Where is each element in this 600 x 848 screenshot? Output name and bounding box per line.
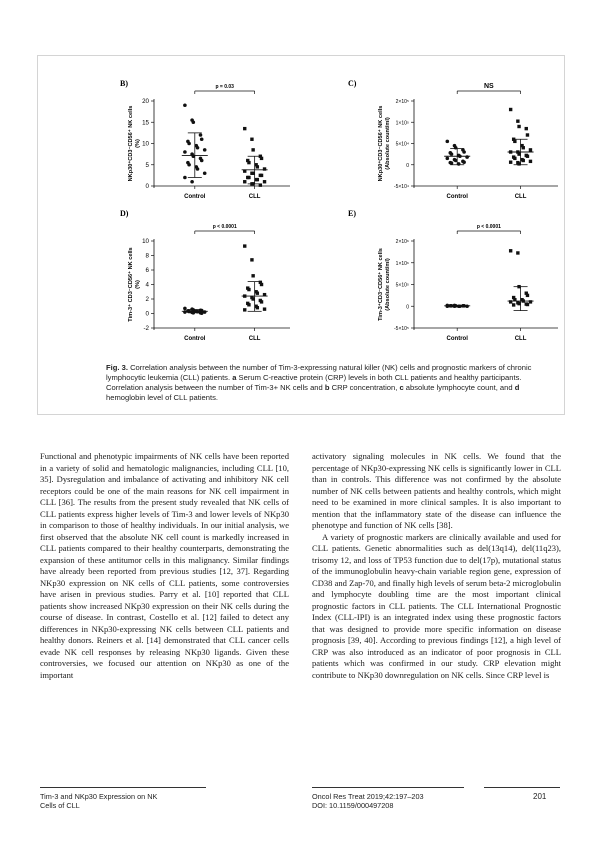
body-column-left	[40, 451, 289, 681]
category-label: Control	[184, 336, 206, 342]
data-point	[522, 146, 525, 149]
data-point	[199, 133, 203, 137]
data-point	[200, 159, 204, 163]
data-point	[516, 251, 519, 254]
data-point	[450, 161, 454, 165]
y-tick-label: -2	[143, 325, 149, 332]
y-tick-label: 0	[145, 183, 149, 190]
panel-letter: C)	[348, 79, 357, 88]
y-tick-label: 0	[145, 310, 149, 318]
data-point	[509, 249, 512, 252]
data-point	[250, 138, 253, 141]
data-point	[183, 307, 187, 311]
data-point	[516, 119, 519, 122]
data-point	[509, 108, 512, 111]
caption-ref-c: c	[399, 383, 404, 392]
footer-rule-left	[40, 787, 206, 788]
p-value-label: p = 0.03	[215, 84, 234, 90]
data-point	[522, 159, 525, 162]
data-point	[200, 137, 204, 141]
y-tick-label: 1×10⁶	[395, 260, 409, 267]
data-point	[450, 152, 454, 156]
y-tick-label: 0	[406, 304, 409, 311]
y-tick-label: -5×10⁵	[394, 326, 409, 332]
data-point	[525, 127, 528, 130]
body-column-right	[312, 451, 561, 681]
y-tick-label: 1×10⁵	[395, 120, 409, 127]
body-paragraph: activatory signaling molecules in NK cells. We found that the percentage of NKp30-expressing NK cells is significantly lower in CLL than in controls. This difference was not confirmed by the absolute number of NK cells between patients and healthy controls, which might need to be examined in more clinical samples. It is also important to mention that the inflammatory state of the disease can influence the phenotype and function of NK cells [38].	[312, 451, 561, 530]
data-point	[529, 148, 532, 151]
footer-journal: Oncol Res Treat 2019;42:197–203	[312, 792, 424, 801]
y-tick-label: 4	[145, 281, 149, 289]
y-axis-label: (Absolute count/ml)	[385, 258, 391, 311]
page-number: 201	[533, 792, 547, 801]
data-point	[183, 150, 187, 154]
data-point	[517, 125, 520, 128]
category-label: Control	[446, 336, 468, 342]
caption-ref-a: a	[232, 373, 237, 382]
data-point	[183, 310, 187, 314]
y-tick-label: 10	[142, 140, 149, 148]
category-label: Control	[446, 194, 468, 200]
y-tick-label: 20	[142, 98, 149, 105]
data-point	[260, 157, 263, 160]
y-axis-label: (Absolute count/ml)	[385, 117, 391, 170]
y-axis-label: NKp30⁺CD3⁻CD56⁺ NK cells	[378, 105, 384, 182]
p-value-label: p < 0.0001	[476, 224, 501, 230]
data-point	[192, 120, 196, 124]
data-point	[526, 133, 529, 136]
footer-title-line: Tim-3 and NKp30 Expression on NK	[40, 792, 158, 801]
data-point	[526, 155, 529, 158]
data-point	[247, 288, 250, 291]
figure-3	[37, 55, 565, 415]
caption-text: absolute lymphocyte count, and	[403, 383, 515, 392]
data-point	[446, 140, 450, 144]
data-point	[203, 148, 207, 152]
caption-ref-d: d	[514, 383, 520, 392]
category-label: Control	[184, 194, 206, 200]
category-label: CLL	[248, 336, 261, 342]
panel-letter: D)	[120, 209, 129, 218]
caption-label: Fig. 3.	[106, 363, 128, 372]
p-value-label: p < 0.0001	[212, 224, 237, 230]
data-point	[446, 157, 450, 161]
data-point	[256, 306, 259, 309]
data-point	[260, 300, 263, 303]
data-point	[247, 176, 250, 179]
data-point	[513, 157, 516, 160]
data-point	[187, 163, 191, 167]
data-point	[196, 167, 200, 171]
data-point	[196, 146, 200, 150]
data-point	[526, 294, 529, 297]
y-tick-label: 10	[142, 238, 149, 245]
data-point	[187, 142, 191, 146]
y-tick-label: 5×10⁵	[395, 282, 409, 289]
category-label: CLL	[514, 194, 527, 200]
data-point	[260, 283, 263, 286]
data-point	[247, 303, 250, 306]
data-point	[250, 258, 253, 261]
category-label: CLL	[248, 194, 261, 200]
data-point	[183, 103, 187, 107]
data-point	[243, 180, 246, 183]
data-point	[243, 308, 246, 311]
data-point	[512, 303, 515, 306]
footer-running-title	[40, 792, 157, 810]
y-tick-label: 6	[145, 267, 149, 274]
data-point	[509, 161, 512, 164]
figure-caption	[106, 363, 558, 403]
y-tick-label: -5×10⁴	[393, 184, 409, 190]
footer-rule-right	[484, 787, 560, 788]
data-point	[513, 140, 516, 143]
data-point	[256, 292, 259, 295]
data-point	[183, 176, 187, 180]
data-point	[251, 274, 254, 277]
data-point	[263, 307, 266, 310]
y-tick-label: 15	[142, 119, 149, 127]
data-point	[526, 303, 529, 306]
y-tick-label: 2×10⁵	[395, 99, 409, 105]
footer-rule-middle	[312, 787, 464, 788]
body-paragraph: Functional and phenotypic impairments of NK cells have been reported in a variety of solid and hematologic malignancies, including CLL [10, 35]. Dysregulation and imbalance of activating and inhibitory NK cell receptors could be one of the main reasons for NK cell impairment in CLL [36]. The results from the present study revealed that NK cells of CLL patients express higher levels of Tim-3 and lower levels of NKp30 in comparison to those of healthy individuals. In our initial analysis, we first observed that the absolute NK cell count is markedly increased in CLL patients compared to their healthy counterparts, demonstrating the expansion of these antitumor cells in this malignancy. Similar findings have already been reported from previous studies [12, 37]. Regarding NKp30 expression on NK cells of CLL patients, some controversies have arisen in previous studies. Parry et al. [10] reported that CLL patients show increased NKp30 expression on their NK cells during the course of disease. In contrast, Costello et al. [12] failed to detect any differences in NKp30-expressing NK cells between CLL patients and healthy donors. Reiners et al. [14] demonstrated that CLL cancer cells evade NK cell responses by releasing NKp30 ligands. Given these controversies, we focused our attention on NKp30 as one of the important	[40, 451, 289, 680]
figure-panels	[38, 56, 564, 414]
y-axis-label: NKp30⁺CD3⁻CD56⁺ NK cells	[128, 105, 134, 182]
y-axis-label: (%)	[135, 139, 141, 148]
panel-letter: B)	[120, 79, 128, 88]
body-paragraph: A variety of prognostic markers are clinically available and used for CLL patients. Genetic abnormalities such as del(13q14), del(11q23), trisomy 12, and loss of TP53 function due to del(17p), mutational status of the immunoglobulin heavy-chain variable region gene, expression of CD38 and Zap-70, and finally high levels of serum beta-2 microglobulin and lymphocyte doubling time are the most important clinical prognostic factors in CLL patients. The CLL International Prognostic Index (CLL-IPI) is an integrated index using these prognostic factors that was designed to provide more specific information on disease prognosis [39, 40]. According to previous findings [12], a high level of CRP was also introduced as an indicator of poor prognosis in CLL patients which was confirmed in our study. CRP elevation might contribute to NKp30 downregulation on NK cells. Since CRP level is	[312, 531, 561, 680]
data-point	[251, 148, 254, 151]
data-point	[190, 180, 194, 184]
panel-letter: E)	[348, 209, 356, 218]
data-point	[256, 165, 259, 168]
y-axis-label: Tim-3⁺CD3⁻CD56⁺ NK cells	[378, 248, 384, 321]
y-tick-label: 8	[145, 252, 149, 260]
y-tick-label: 2×10⁶	[395, 239, 409, 245]
caption-text: CRP concentration,	[329, 383, 400, 392]
footer-doi: DOI: 10.1159/000497208	[312, 801, 394, 810]
data-point	[256, 178, 259, 181]
data-point	[462, 160, 466, 164]
data-point	[243, 127, 246, 130]
y-axis-label: (%)	[135, 280, 141, 289]
data-point	[260, 174, 263, 177]
caption-ref-b: b	[324, 383, 330, 392]
y-axis-label: Tim-3⁺ CD3⁻CD56⁺ NK cells	[128, 247, 134, 322]
caption-text: hemoglobin level of CLL patients.	[106, 393, 219, 402]
footer-citation	[312, 792, 424, 810]
y-tick-label: 0	[406, 162, 409, 169]
data-point	[243, 244, 246, 247]
data-point	[203, 171, 207, 175]
category-label: CLL	[514, 336, 527, 342]
data-point	[263, 180, 266, 183]
data-point	[529, 160, 532, 163]
caption-text: Correlation analysis between the number of Tim-3-expressing natural killer (NK) cells and prognostic markers of chronic lymphocytic leukemia (CLL) patients.	[106, 363, 532, 382]
data-point	[462, 150, 466, 154]
data-point	[247, 161, 250, 164]
y-tick-label: 2	[145, 296, 149, 303]
p-value-label: NS	[484, 83, 494, 90]
caption-text: Serum C-reactive protein (CRP) levels in both CLL patients and healthy participants. Correlation analysis between the number of Tim-3+ NK cells and	[106, 373, 522, 392]
y-tick-label: 5	[145, 161, 149, 169]
footer-title-line: Cells of CLL	[40, 801, 80, 810]
y-tick-label: 5×10⁴	[395, 141, 409, 148]
